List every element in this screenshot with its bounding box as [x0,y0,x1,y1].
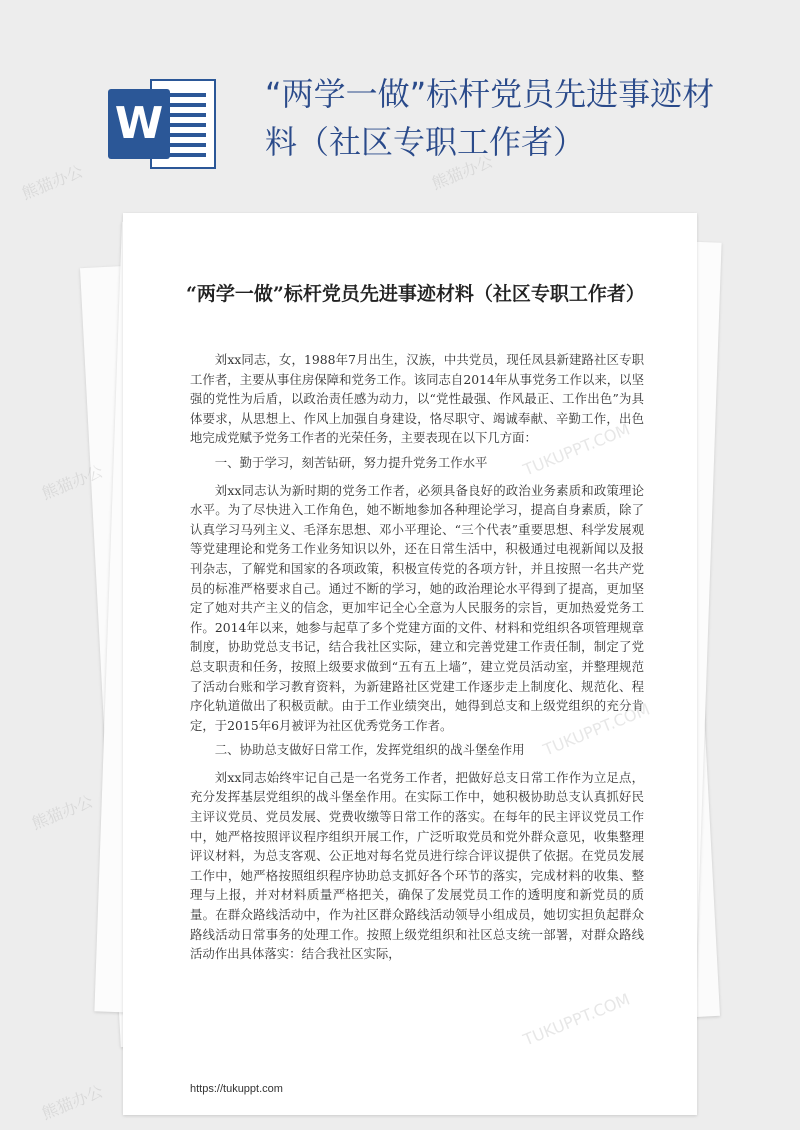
document-body [190,350,644,969]
section-heading-2: 二、协助总支做好日常工作，发挥党组织的战斗堡垒作用 [214,742,525,758]
watermark-text: 熊猫办公 [29,791,96,834]
word-document-icon [108,75,218,173]
paragraph-section-1: 刘xx同志认为新时期的党务工作者，必须具备良好的政治业务素质和政策理论水平。为了尽快进入工作角色，她不断地参加各种理论学习，提高自身素质，除了认真学习马列主义、毛泽东思想、邓小平理论、“三个代表”重要思想、科学发展观等党建理论和党务工作业务知识以外，还在日常生活中，积极通过电视新闻以及报刊杂志，了解党和国家的各项政策，积极宣传党的各项方针，并且按照一名共产党员的标准严格要求自己。通过不断的学习，她的政治理论水平得到了提高，更加坚定了她对共产主义的信念，更加牢记全心全意为人民服务的宗旨，更加热爱党务工作。2014年以来，她参与起草了多个党建方面的文件、材料和党组织各项管理规章制度，协助党总支书记，结合我社区实际，建立和完善党建工作责任制，制定了党总支职责和任务，按照上级要求做到“五有五上墙”，建立党员活动室，并整理规范了活动台账和学习教育资料，为新建路社区党建工作逐步走上制度化、规范化、程序化轨道做出了积极贡献。由于工作业绩突出，她得到总支和上级党组织的充分肯定，于2015年6月被评为社区优秀党务工作者。 [190,482,644,733]
paragraph-section-2: 刘xx同志始终牢记自己是一名党务工作者，把做好总支日常工作作为立足点，充分发挥基层党组织的战斗堡垒作用。在实际工作中，她积极协助总支认真抓好民主评议党员、党员发展、党费收缴等日常工作的落实。在每年的民主评议党员工作中，她严格按照评议程序组织开展工作，广泛听取党员和党外群众意见，收集整理评议材料，为总支客观、公正地对每名党员进行综合评议提供了依据。在党员发展工作中，她严格按照组织程序协助总支抓好各个环节的落实，完成材料的收集、整理与上报，并对材料质量严格把关，确保了发展党员工作的透明度和新党员的质量。在群众路线活动中，作为社区群众路线活动领导小组成员，她切实担负起群众路线活动日常事务的处理工作。按照上级党组织和社区总支统一部署，对群众路线活动作出具体落实：结合我社区实际， [190,769,644,962]
watermark-text: 熊猫办公 [19,161,86,204]
section-heading-1: 一、勤于学习，刻苦钻研，努力提升党务工作水平 [214,454,488,470]
watermark-text: 熊猫办公 [39,461,106,504]
footer-url: https://tukuppt.com [190,1083,283,1095]
word-letter-badge: W [108,89,170,159]
page-title: “两学一做”标杆党员先进事迹材料（社区专职工作者） [265,75,715,161]
paragraph-intro: 刘xx同志，女，1988年7月出生，汉族，中共党员，现任凤县新建路社区专职工作者，主要从事住房保障和党务工作。该同志自2014年从事党务工作以来，以坚强的党性为后盾，以政治责任感为动力，以“党性最强、作风最正、工作出色”为具体要求，从思想上、作风上加强自身建设，恪尽职守、竭诚奉献、辛勤工作，出色地完成党赋予党务工作者的光荣任务，主要表现在以下几方面： [190,352,644,446]
watermark-text: 熊猫办公 [39,1081,106,1124]
watermark-text: 熊猫办公 [429,151,496,194]
document-title: “两学一做”标杆党员先进事迹材料（社区专职工作者） [186,283,645,305]
header-banner [0,0,800,210]
